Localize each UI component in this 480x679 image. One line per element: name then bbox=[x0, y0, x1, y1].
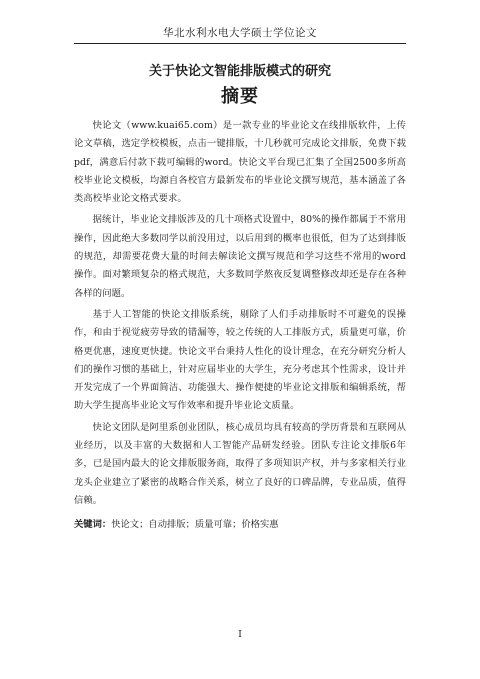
running-header: 华北水利水电大学硕士学位论文 bbox=[163, 27, 317, 39]
abstract-paragraph-2: 据统计，毕业论文排版涉及的几十项格式设置中，80%的操作都属于不常用操作，因此绝大多数同学以前没用过，以后用到的概率也很低，但为了达到排版的规范，却需要花费大量的时间去解读论文撰写规范和学习这些不常用的word操作。面对繁琐复杂的格式规范，大多数同学熬夜反复调整修改却还是存在各种各样的问题。 bbox=[74, 214, 406, 299]
abstract-body bbox=[74, 117, 406, 534]
keywords-label: 关键词： bbox=[74, 519, 112, 531]
keywords-text: 快论文；自动排版；质量可靠；价格实惠 bbox=[111, 519, 279, 531]
abstract-paragraph-3: 基于人工智能的快论文排版系统，剔除了人们手动排版时不可避免的误操作，和由于视觉疲劳导致的错漏等，较之传统的人工排版方式，质量更可靠，价格更优惠，速度更快捷。快论文平台秉持人性化的设计理念，在充分研究分析人们的操作习惯的基础上，针对应届毕业的大学生，充分考虑其个性需求，设计并开发完成了一个界面简洁、功能强大、操作便捷的毕业论文排版和编辑系统，帮助大学生提高毕业论文写作效率和提升毕业论文质量。 bbox=[74, 308, 406, 412]
keywords-line bbox=[74, 516, 406, 534]
abstract-paragraph-4: 快论文团队是阿里系创业团队，核心成员均具有较高的学历背景和互联网从业经历，以及丰富的大数据和人工智能产品研发经验。团队专注论文排版6年多，已是国内最大的论文排版服务商，取得了多项知识产权，并与多家相关行业龙头企业建立了紧密的战略合作关系，树立了良好的口碑品牌，专业品质，值得信赖。 bbox=[74, 421, 406, 506]
abstract-heading: 摘要 bbox=[221, 86, 259, 107]
page-number: I bbox=[238, 630, 242, 640]
abstract-paragraph-1: 快论文（www.kuai65.com）是一款专业的毕业论文在线排版软件，上传论文草稿，选定学校模板，点击一键排版，十几秒就可完成论文排版，免费下载pdf，满意后付款下载可编辑的word。快论文平台现已汇集了全国2500多所高校毕业论文模板，均源自各校官方最新发布的毕业论文撰写规范，基本涵盖了各类高校毕业论文格式要求。 bbox=[74, 120, 406, 205]
thesis-title: 关于快论文智能排版模式的研究 bbox=[148, 64, 331, 79]
header-rule bbox=[74, 43, 406, 44]
